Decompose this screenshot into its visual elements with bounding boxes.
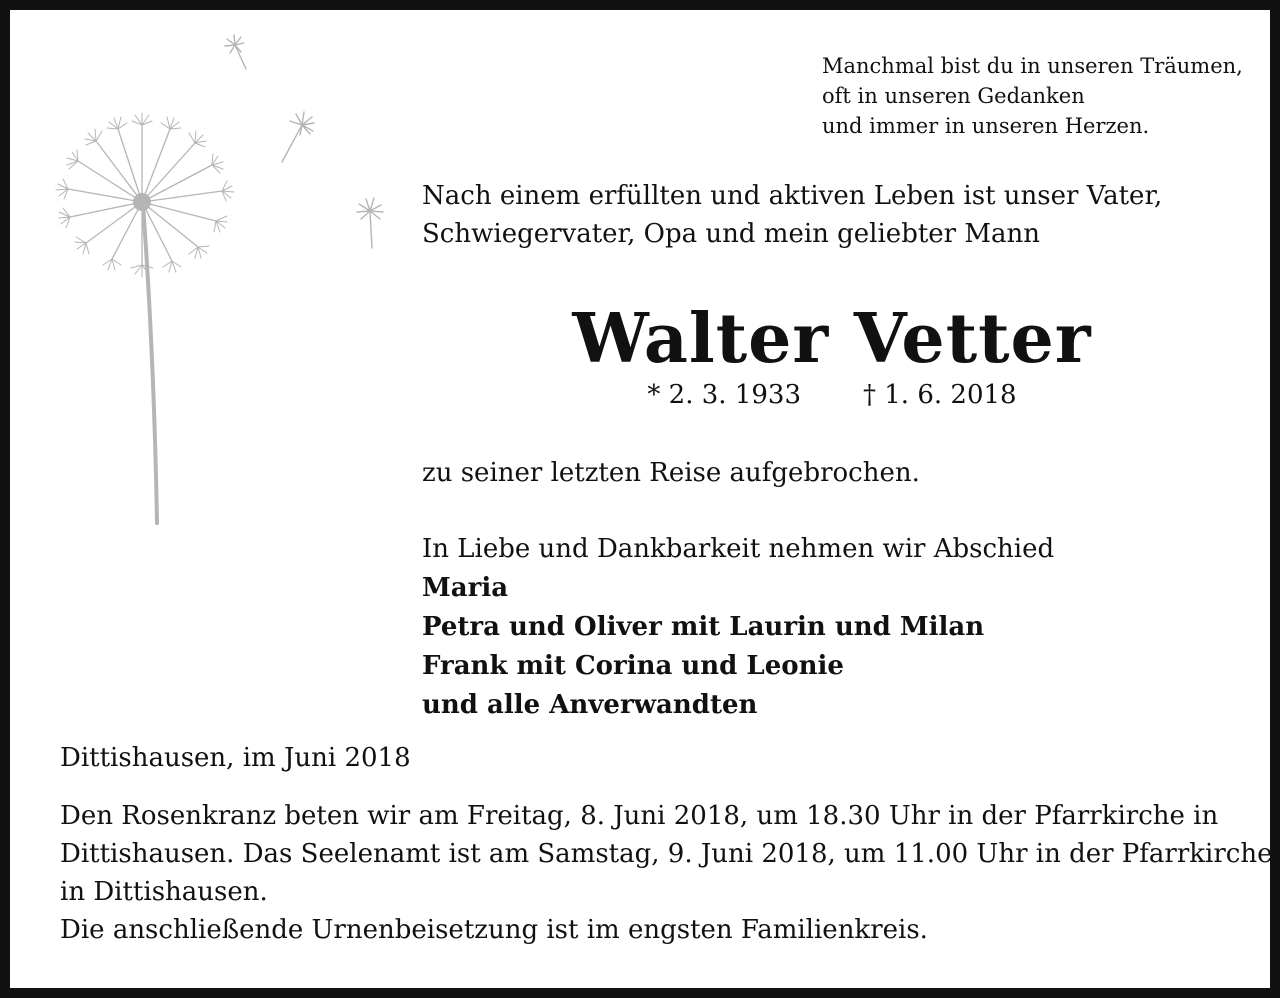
motto-line: oft in unseren Gedanken	[822, 84, 1085, 108]
intro-line: Nach einem erfüllten und aktiven Leben ist unser Vater,	[422, 181, 1163, 211]
intro-text	[422, 177, 1162, 253]
motto-line: Manchmal bist du in unseren Träumen,	[822, 54, 1243, 78]
mourners-block	[422, 530, 1054, 725]
service-notes	[60, 797, 1272, 949]
dandelion-icon	[50, 25, 410, 535]
place-date: Dittishausen, im Juni 2018	[60, 743, 411, 773]
mourner-line: Petra und Oliver mit Laurin und Milan	[422, 612, 985, 642]
motto-line: und immer in unseren Herzen.	[822, 114, 1150, 138]
notes-line: Die anschließende Urnenbeisetzung ist im engsten Familienkreis.	[60, 915, 928, 945]
intro-line: Schwiegervater, Opa und mein geliebter Mann	[422, 219, 1040, 249]
birth-date: * 2. 3. 1933	[647, 380, 801, 410]
mourner-line: und alle Anverwandten	[422, 690, 758, 720]
journey-text: zu seiner letzten Reise aufgebrochen.	[422, 458, 920, 488]
mourner-line: Maria	[422, 573, 509, 603]
notes-line: Dittishausen. Das Seelenamt ist am Samstag, 9. Juni 2018, um 11.00 Uhr in der Pfarrkirche	[60, 839, 1273, 869]
notes-line: Den Rosenkranz beten wir am Freitag, 8. Juni 2018, um 18.30 Uhr in der Pfarrkirche in	[60, 801, 1219, 831]
life-dates	[422, 377, 1242, 413]
death-date: † 1. 6. 2018	[863, 380, 1017, 410]
mourner-line: Frank mit Corina und Leonie	[422, 651, 844, 681]
motto-quote	[822, 51, 1243, 141]
notes-line: in Dittishausen.	[60, 877, 268, 907]
mourners-heading: In Liebe und Dankbarkeit nehmen wir Abschied	[422, 534, 1055, 564]
deceased-name: Walter Vetter	[572, 299, 1092, 379]
